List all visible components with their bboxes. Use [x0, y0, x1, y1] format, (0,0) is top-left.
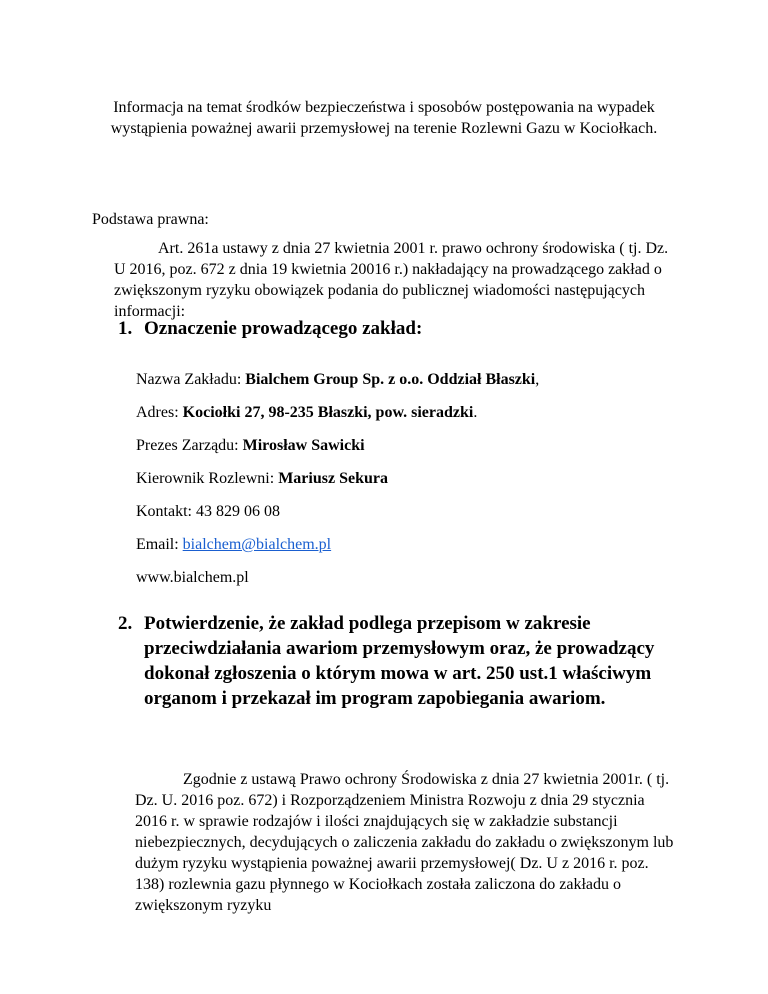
section-1-title: Oznaczenie prowadzącego zakład: — [144, 318, 423, 339]
email-line — [136, 535, 331, 555]
president-value: Mirosław Sawicki — [242, 437, 365, 454]
contact-line: Kontakt: 43 829 06 08 — [136, 503, 280, 520]
manager-line — [136, 469, 388, 489]
president-line — [136, 436, 365, 456]
legal-basis-text: Art. 261a ustawy z dnia 27 kwietnia 2001 r. prawo ochrony środowiska ( tj. Dz. U 2016, poz. 672 z dnia 19 kwietnia 20016 r.) nakładający na prowadzącego zakład o zwiększonym ryzyku obowiązek podania do publicznej wiadomości następujących informacji: — [114, 240, 669, 320]
section-1-number: 1. — [118, 318, 133, 339]
plant-name-label: Nazwa Zakładu: — [136, 371, 246, 388]
section-2-body: Zgodnie z ustawą Prawo ochrony Środowiska z dnia 27 kwietnia 2001r. ( tj. Dz. U. 2016 poz. 672) i Rozporządzeniem Ministra Rozwoju z dnia 29 stycznia 2016 r. w sprawie rodzajów i ilości znajdujących się w zakładzie substancji niebezpiecznych, decydujących o zaliczenia zakładu do zakładu o zwiększonym lub dużym ryzyku wystąpienia poważnej awarii przemysłowej( Dz. U z 2016 r. poz. 138) rozlewnia gazu płynnego w Kociołkach została zaliczona do zakładu o zwiększonym ryzyku — [135, 771, 674, 914]
address-suffix: . — [473, 404, 478, 421]
legal-basis-label: Podstawa prawna: — [92, 211, 209, 228]
president-label: Prezes Zarządu: — [136, 437, 243, 454]
manager-label: Kierownik Rozlewni: — [136, 470, 279, 487]
plant-name-value: Bialchem Group Sp. z o.o. Oddział Błaszki — [245, 371, 536, 388]
section-2-number: 2. — [118, 613, 133, 634]
email-link[interactable]: bialchem@bialchem.pl — [182, 536, 332, 553]
plant-name-suffix: , — [535, 371, 540, 388]
manager-value: Mariusz Sekura — [278, 470, 388, 487]
document-title: Informacja na temat środków bezpieczeństwa i sposobów postępowania na wypadek wystąpienia poważnej awarii przemysłowej na terenie Rozlewni Gazu w Kociołkach. — [110, 99, 658, 137]
email-label: Email: — [136, 536, 183, 553]
address-line — [136, 403, 477, 423]
website-line: www.bialchem.pl — [136, 569, 249, 586]
section-2-heading — [118, 611, 678, 711]
section-1-heading — [118, 316, 678, 341]
address-value: Kociołki 27, 98-235 Błaszki, pow. sieradzki — [182, 404, 474, 421]
plant-name-line — [136, 370, 539, 390]
address-label: Adres: — [136, 404, 183, 421]
section-2-title: Potwierdzenie, że zakład podlega przepisom w zakresie przeciwdziałania awariom przemysłowym oraz, że prowadzący dokonał zgłoszenia o którym mowa w art. 250 ust.1 właściwym organom i przekazał im program zapobiegania awariom. — [144, 613, 655, 709]
